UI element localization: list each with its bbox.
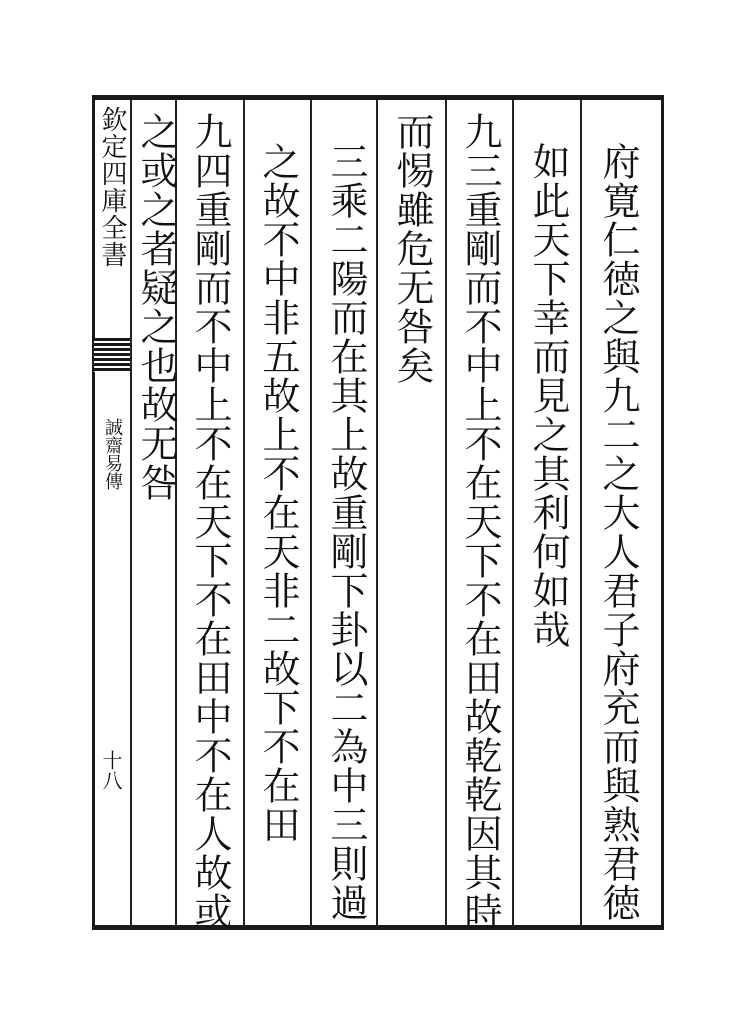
- column-divider: [512, 100, 514, 925]
- book-title: 欽定四庫全書: [97, 106, 127, 268]
- column-divider: [376, 100, 378, 925]
- text-column-1: 府寛仁徳之與九二之大人君子府充而與熟君徳: [596, 142, 640, 922]
- text-column-5: 三乘二陽而在其上故重剛下卦以二為中三則過: [324, 142, 368, 922]
- section-title: 誠齋易傳: [102, 418, 123, 490]
- text-column-6: 之故不中非五故上不在天非二故下不在田: [256, 142, 300, 844]
- text-column-4: 而惕雖危无咎矣: [390, 112, 434, 385]
- page-margin-column: [94, 100, 130, 925]
- frame-bottom-rule: [92, 925, 664, 930]
- column-divider: [310, 100, 312, 925]
- text-column-8: 之或之者疑之也故无咎: [134, 112, 178, 502]
- frame-right-rule: [661, 95, 664, 930]
- column-divider: [243, 100, 245, 925]
- page-number: 十八: [99, 750, 123, 790]
- column-divider: [130, 100, 132, 925]
- text-column-7: 九四重剛而不中上不在天下不在田中不在人故或: [188, 112, 232, 931]
- frame-top-rule: [92, 95, 664, 100]
- text-column-3: 九三重剛而不中上不在天下不在田故乾乾因其時: [458, 112, 502, 931]
- fishtail-ornament: [94, 338, 130, 372]
- text-column-2: 如此天下幸而見之其利何如哉: [526, 142, 570, 649]
- column-divider: [580, 100, 582, 925]
- column-divider: [445, 100, 447, 925]
